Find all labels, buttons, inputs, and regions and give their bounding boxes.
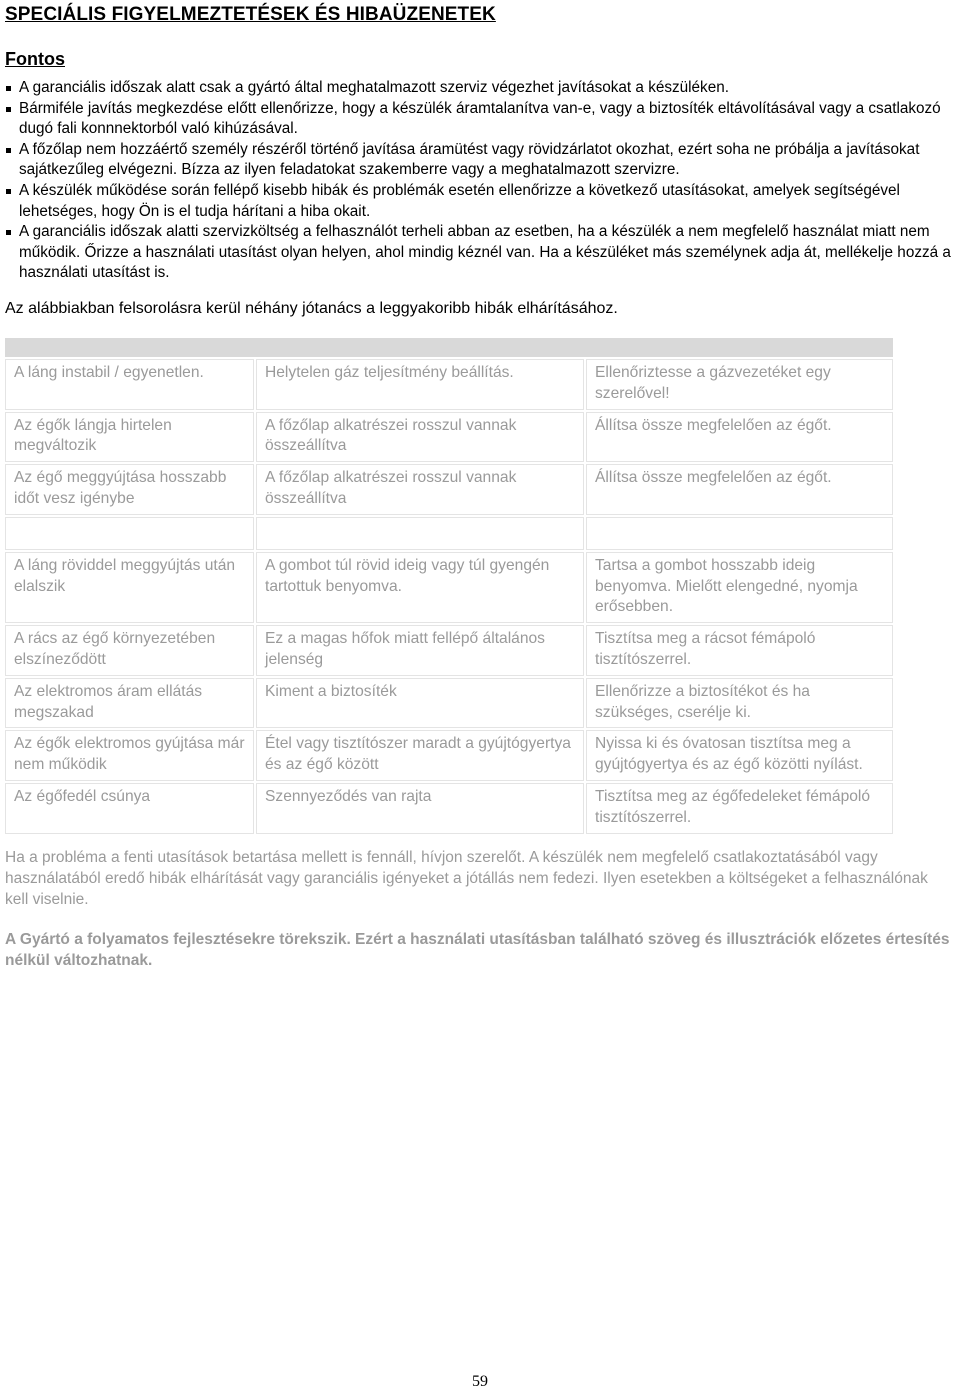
- cause-cell: Helytelen gáz teljesítmény beállítás.: [256, 359, 584, 410]
- table-row: [5, 359, 893, 410]
- table-row: [5, 730, 893, 781]
- problem-cell: A láng röviddel meggyújtás után elalszik: [5, 552, 254, 623]
- warning-item: Bármiféle javítás megkezdése előtt ellenőrizze, hogy a készülék áramtalanítva van-e, vagy a biztosíték eltávolításával vagy a csatlakozó dugó fali konnnektorból való kihúzásával.: [5, 99, 955, 140]
- problem-cell: Az égők lángja hirtelen megváltozik: [5, 412, 254, 463]
- warning-item: A garanciális időszak alatt csak a gyártó által meghatalmazott szerviz végezhet javításokat a készüléken.: [5, 78, 955, 99]
- cause-cell: A gombot túl rövid ideig vagy túl gyengén tartottuk benyomva.: [256, 552, 584, 623]
- cause-cell: Étel vagy tisztítószer maradt a gyújtógyertya és az égő között: [256, 730, 584, 781]
- table-row: [5, 412, 893, 463]
- solution-cell: Tisztítsa meg az égőfedeleket fémápoló tisztítószerrel.: [586, 783, 893, 834]
- table-header-bar: [5, 338, 893, 357]
- spacer-cell: [586, 517, 893, 550]
- table-header-row: [5, 338, 893, 357]
- section-subtitle: Fontos: [5, 49, 65, 69]
- solution-cell: Tisztítsa meg a rácsot fémápoló tisztítószerrel.: [586, 625, 893, 676]
- solution-cell: Tartsa a gombot hosszabb ideig benyomva. Mielőtt elengedné, nyomja erősebben.: [586, 552, 893, 623]
- table-row: [5, 464, 893, 515]
- table-row: [5, 552, 893, 623]
- cause-cell: A főzőlap alkatrészei rosszul vannak összeállítva: [256, 464, 584, 515]
- troubleshooting-intro: Az alábbiakban felsorolásra kerül néhány jótanács a leggyakoribb hibák elhárításához.: [5, 300, 618, 317]
- problem-cell: Az égő meggyújtása hosszabb időt vesz igénybe: [5, 464, 254, 515]
- spacer-cell: [5, 517, 254, 550]
- solution-cell: Állítsa össze megfelelően az égőt.: [586, 464, 893, 515]
- page-number: 59: [472, 1373, 488, 1390]
- warning-item: A garanciális időszak alatti szervizköltség a felhasználót terheli abban az esetben, ha a készülék a nem megfelelő használat miatt nem működik. Őrizze a használati utasítást olyan helyen, ahol mindig kéznél van. Ha a készüléket más személynek adja át, mellékelje hozzá a használati utasítást is.: [5, 222, 955, 284]
- cause-cell: A főzőlap alkatrészei rosszul vannak összeállítva: [256, 412, 584, 463]
- solution-cell: Ellenőriztesse a gázvezetéket egy szerelővel!: [586, 359, 893, 410]
- problem-cell: A rács az égő környezetében elszíneződött: [5, 625, 254, 676]
- cause-cell: Szennyeződés van rajta: [256, 783, 584, 834]
- page-title: SPECIÁLIS FIGYELMEZTETÉSEK ÉS HIBAÜZENETEK: [5, 4, 496, 25]
- solution-cell: Állítsa össze megfelelően az égőt.: [586, 412, 893, 463]
- cause-cell: Kiment a biztosíték: [256, 678, 584, 729]
- solution-cell: Nyissa ki és óvatosan tisztítsa meg a gyújtógyertya és az égő közötti nyílást.: [586, 730, 893, 781]
- table-spacer-row: [5, 517, 893, 550]
- problem-cell: Az égők elektromos gyújtása már nem működik: [5, 730, 254, 781]
- solution-cell: Ellenőrizze a biztosítékot és ha szükséges, cserélje ki.: [586, 678, 893, 729]
- problem-cell: Az égőfedél csúnya: [5, 783, 254, 834]
- problem-cell: Az elektromos áram ellátás megszakad: [5, 678, 254, 729]
- problem-cell: A láng instabil / egyenetlen.: [5, 359, 254, 410]
- troubleshooting-table: [3, 336, 895, 836]
- service-note: Ha a probléma a fenti utasítások betartása mellett is fennáll, hívjon szerelőt. A készülék nem megfelelő csatlakoztatásából vagy használatából eredő hibák elhárítását vagy garanciális igényeket a jótállás nem fedezi. Ilyen esetekben a költségeket a felhasználónak kell viselnie.: [5, 849, 928, 908]
- cause-cell: Ez a magas hőfok miatt fellépő általános jelenség: [256, 625, 584, 676]
- table-row: [5, 783, 893, 834]
- warning-list: [5, 78, 955, 284]
- manufacturer-note: A Gyártó a folyamatos fejlesztésekre törekszik. Ezért a használati utasításban található szöveg és illusztrációk előzetes értesítés nélkül változhatnak.: [5, 931, 950, 969]
- warning-item: A főzőlap nem hozzáértő személy részéről történő javítása áramütést vagy rövidzárlatot okozhat, ezért soha ne próbálja a javításokat sajátkezűleg elvégezni. Bízza az ilyen feladatokat szakemberre vagy a meghatalmazott szervizre.: [5, 140, 955, 181]
- warning-item: A készülék működése során fellépő kisebb hibák és problémák esetén ellenőrizze a következő utasításokat, amelyek segítségével lehetséges, hogy Ön is el tudja hárítani a hiba okait.: [5, 181, 955, 222]
- table-row: [5, 625, 893, 676]
- table-row: [5, 678, 893, 729]
- spacer-cell: [256, 517, 584, 550]
